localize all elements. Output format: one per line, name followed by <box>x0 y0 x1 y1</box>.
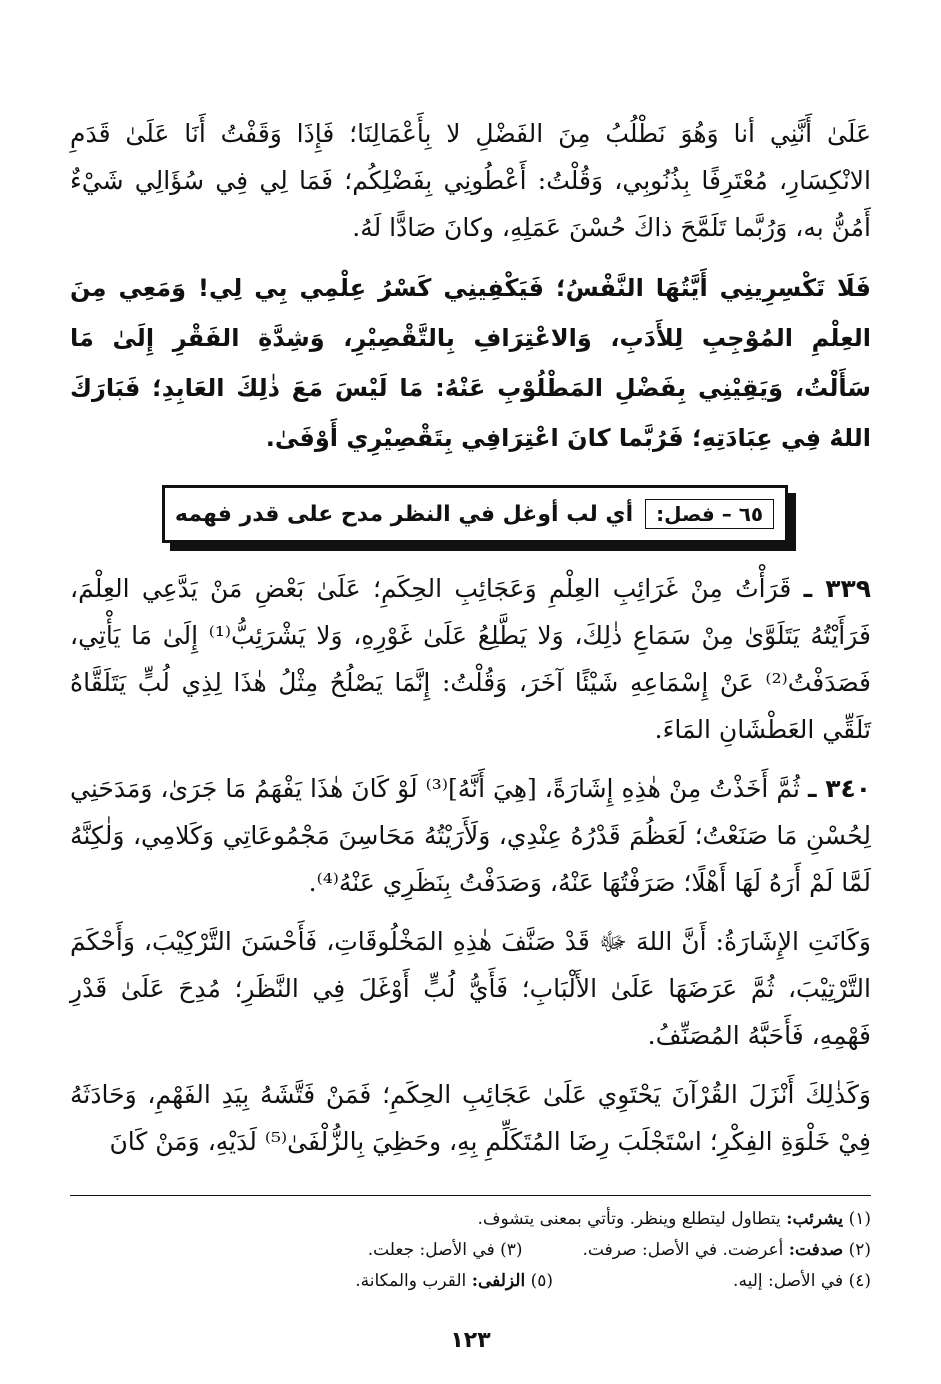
footnote-4-text: في الأصل: إليه. <box>733 1271 844 1291</box>
section-number-label: ٦٥ – فصل: <box>645 499 774 529</box>
footnote-3-text: في الأصل: جعلت. <box>367 1240 495 1260</box>
footnote-1-number: (١) <box>848 1209 871 1229</box>
page-body <box>70 110 871 1344</box>
footnote-5 <box>355 1266 553 1297</box>
footnote-3 <box>368 1235 523 1266</box>
footnote-4-number: (٤) <box>848 1271 871 1291</box>
footnote-2-term: صدفت: <box>788 1240 844 1260</box>
footnote-row-2 <box>70 1235 871 1266</box>
paragraph-5: وَكَانَتِ الإِشَارَةُ: أَنَّ اللهَ ﷻ قَدْ صَنَّفَ هٰذِهِ المَخْلُوقَاتِ، فَأَحْسَنَ التَّرْكِيْبَ، وَأَحْكَمَ التَّرْتِيْبَ، ثُمَّ عَرَضَهَا عَلَىٰ الأَلْبَابِ؛ فَأَيُّ لُبٍّ أَوْغَلَ فِي النَّظَرِ؛ مُدِحَ عَلَىٰ قَدْرِ فَهْمِهِ، فَأَحَبَّهُ المُصَنِّفُ. <box>70 927 871 1050</box>
paragraph-340-text: ثُمَّ أَخَذْتُ مِنْ هٰذِهِ إِشَارَةً، [هِيَ أَنَّهُ]⁽³⁾ لَوْ كَانَ هٰذَا يَفْهَمُ مَا جَرَىٰ، وَمَدَحَنِي لِحُسْنِ مَا صَنَعْتُ؛ لَعَظُمَ قَدْرُهُ عِنْدِي، وَلَأَرَيْتُهُ مَحَاسِنَ مَجْمُوعَاتِي وَكَلامِي، وَلٰكِنَّهُ لَمَّا لَمْ أَرَهُ لَهَا أَهْلًا؛ صَرَفْتُهَا عَنْهُ، وَصَدَفْتُ بِنَظَرِي عَنْهُ⁽⁴⁾. <box>70 774 871 897</box>
section-heading-box <box>162 485 788 543</box>
paragraph-6: وَكَذٰلِكَ أَنْزَلَ القُرْآنَ يَحْتَوِي عَلَىٰ عَجَائِبِ الحِكَمِ؛ فَمَنْ فَتَّشَهُ بِيَدِ الفَهْمِ، وَحَادَثَهُ فِيْ خَلْوَةِ الفِكْرِ؛ اسْتَجْلَبَ رِضَا المُتَكَلِّمِ بِهِ، وحَظِيَ بِالزُّلْفَىٰ⁽⁵⁾ لَدَيْهِ، وَمَنْ كَانَ <box>70 1080 871 1156</box>
footnote-1-text: يتطاول ليتطلع وينظر. وتأتي بمعنى يتشوف. <box>477 1209 781 1229</box>
footnote-5-number: (٥) <box>530 1271 554 1291</box>
footnote-3-number: (٣) <box>500 1240 523 1260</box>
footnote-4 <box>733 1266 871 1297</box>
footnote-1-term: يشرئب: <box>786 1209 844 1229</box>
section-heading <box>70 485 871 543</box>
section-title: أي لب أوغل في النظر مدح على قدر فهمه <box>174 501 634 527</box>
footnote-5-term: الزلفى: <box>471 1271 526 1291</box>
paragraph-number-340: ٣٤٠ ـ <box>807 774 872 803</box>
paragraph-340 <box>70 765 871 906</box>
paragraph-number-339: ٣٣٩ ـ <box>803 574 872 603</box>
footnote-2-number: (٢) <box>848 1240 871 1260</box>
footnotes <box>70 1195 871 1297</box>
footnote-1 <box>70 1204 871 1235</box>
footnote-5-text: القرب والمكانة. <box>355 1271 467 1291</box>
footnote-2-text: أعرضت. في الأصل: صرفت. <box>582 1240 784 1260</box>
paragraph-339-text: قَرَأْتُ مِنْ غَرَائِبِ العِلْمِ وَعَجَائِبِ الحِكَمِ؛ عَلَىٰ بَعْضِ مَنْ يَدَّعِي العِلْمَ، فَرَأَيْتُهُ يَتَلَوَّىٰ مِنْ سَمَاعِ ذٰلِكَ، وَلا يَطَّلِعُ عَلَىٰ غَوْرِهِ، وَلا يَشْرَئِبُّ⁽¹⁾ إِلَىٰ مَا يَأْتِي، فَصَدَفْتُ⁽²⁾ عَنْ إِسْمَاعِهِ شَيْئًا آخَرَ، وَقُلْتُ: إِنَّمَا يَصْلُحُ مِثْلُ هٰذَا لِذِي لُبٍّ يَتَلَقَّاهُ تَلَقِّي العَطْشَانِ المَاءَ. <box>70 574 871 744</box>
footnote-row-3 <box>70 1266 871 1297</box>
paragraph-339 <box>70 565 871 753</box>
page-number: ١٢٣ <box>450 1328 491 1353</box>
footnote-2 <box>583 1235 871 1266</box>
paragraph-1: عَلَىٰ أَنَّنِي أنا وَهُوَ نَطْلُبُ مِنَ الفَضْلِ لا بِأَعْمَالِنَا؛ فَإِذَا وَقَفْتُ أَنَا عَلَىٰ قَدَمِ الانْكِسَارِ، مُعْتَرِفًا بِذُنُوبِي، وَقُلْتُ: أَعْطُونِي بِفَضْلِكُم؛ فَمَا لِي فِي سُؤَالِي شَيْءٌ أَمُنُّ به، وَرُبَّما تَلَمَّحَ ذاكَ حُسْنَ عَمَلِهِ، وكانَ صَادًّا لَهُ. <box>70 119 871 242</box>
paragraph-2-bold: فَلَا تَكْسِرِينِي أَيَّتُهَا النَّفْسُ؛ فَيَكْفِينِي كَسْرُ عِلْمِي بِي لِي! وَمَعِي مِنَ العِلْمِ المُوْجِبِ لِلأَدَبِ، وَالاعْتِرَافِ بِالتَّقْصِيْرِ، وَشِدَّةِ الفَقْرِ إِلَىٰ مَا سَأَلْتُ، وَيَقِيْنِي بِفَضْلِ المَطْلُوْبِ عَنْهُ: مَا لَيْسَ مَعَ ذٰلِكَ العَابِدِ؛ فَبَارَكَ اللهُ فِي عِبَادَتِهِ؛ فَرُبَّما كانَ اعْتِرَافِي بِتَقْصِيْرِي أَوْفَىٰ. <box>70 274 871 452</box>
